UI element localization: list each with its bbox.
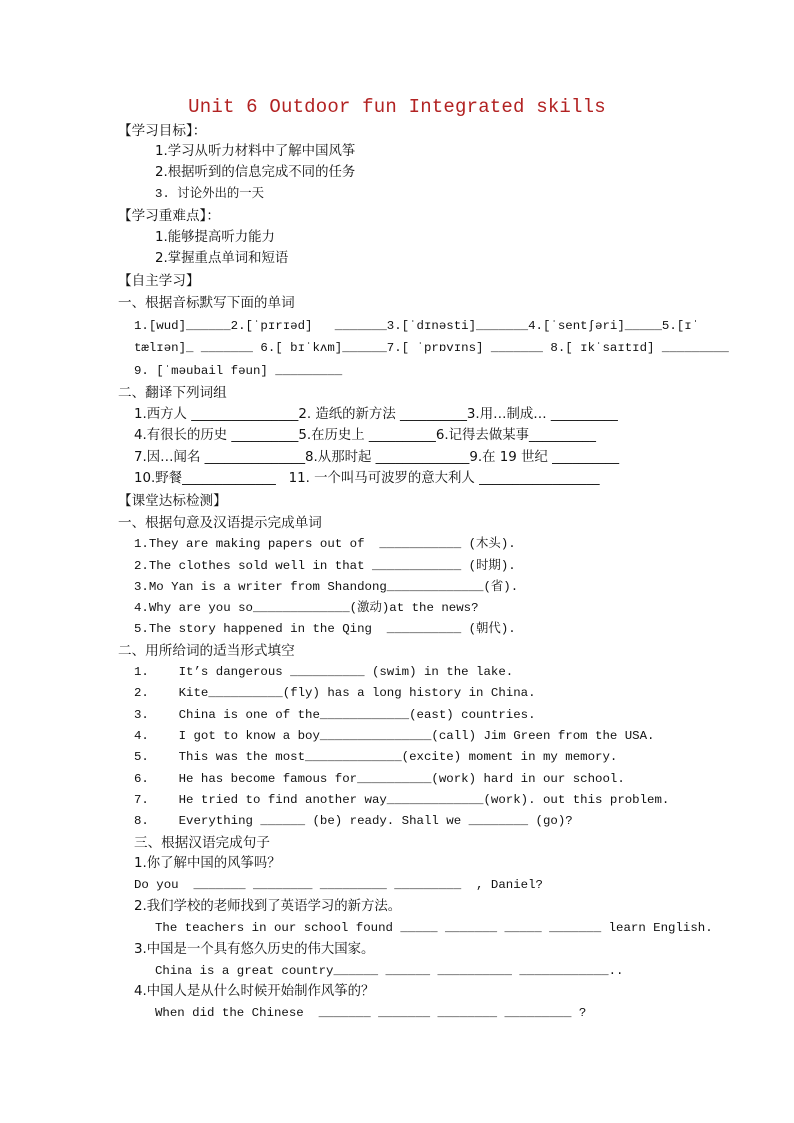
worksheet-line: 2.我们学校的老师找到了英语学习的新方法。 [134,899,402,914]
section-heading: 二、用所给词的适当形式填空 [118,643,295,659]
worksheet-line: When did the Chinese _______ _______ ________ _________ ? [155,1006,587,1020]
section-heading: 【自主学习】 [118,273,200,289]
worksheet-line: 5. This was the most_____________(excite) moment in my memory. [134,750,618,764]
section-heading: 【课堂达标检测】 [118,493,227,509]
worksheet-line: 9. [ˈməubail fəun] _________ [134,364,343,378]
worksheet-line: 3. 讨论外出的一天 [155,187,265,201]
worksheet-line: 4.Why are you so_____________(激动)at the news? [134,601,479,615]
worksheet-line: 7.因…闻名 _______________8.从那时起 ______________9.在 19 世纪 __________ [134,450,620,465]
page-title: Unit 6 Outdoor fun Integrated skills [188,96,606,118]
worksheet-line: 4.有很长的历史 __________5.在历史上 __________6.记得去做某事__________ [134,428,596,443]
worksheet-line: 3. China is one of the____________(east) countries. [134,708,536,722]
worksheet-line: 1.They are making papers out of ___________ (木头). [134,537,516,551]
section-heading: 【学习重难点】： [118,208,220,224]
worksheet-line: 4.中国人是从什么时候开始制作风筝的？ [134,984,375,999]
section-heading: 三、根据汉语完成句子 [134,835,270,851]
section-heading: 一、根据句意及汉语提示完成单词 [118,515,322,531]
section-heading: 一、根据音标默写下面的单词 [118,295,295,311]
worksheet-line: 1.你了解中国的风筝吗？ [134,856,281,871]
worksheet-line: 2. Kite__________(fly) has a long history in China. [134,686,536,700]
worksheet-line: 1.西方人 ________________2. 造纸的新方法 __________3.用…制成… __________ [134,407,618,422]
worksheet-line: 1.能够提高听力能力 [155,230,275,245]
worksheet-line: The teachers in our school found _____ _______ _____ _______ learn English. [155,921,713,935]
worksheet-line: 4. I got to know a boy_______________(call) Jim Green from the USA. [134,729,655,743]
worksheet-line: 1.[wud]______2.[ˈpɪrɪəd] _______3.[ˈdɪnəsti]_______4.[ˈsentʃəri]_____5.[ɪˈ [134,319,700,333]
worksheet-line: 3.中国是一个具有悠久历史的伟大国家。 [134,942,375,957]
worksheet-line: 8. Everything ______ (be) ready. Shall we ________ (go)? [134,814,573,828]
worksheet-line: 1. It’s dangerous __________ (swim) in the lake. [134,665,514,679]
worksheet-line: 3.Mo Yan is a writer from Shandong_____________(省). [134,580,519,594]
worksheet-line: 2.The clothes sold well in that ____________ (时期). [134,559,516,573]
worksheet-line: 1.学习从听力材料中了解中国风筝 [155,144,356,159]
worksheet-line: Do you _______ ________ _________ _________ , Daniel? [134,878,543,892]
section-heading: 【学习目标】： [118,123,207,139]
worksheet-line: 2.根据听到的信息完成不同的任务 [155,165,356,180]
worksheet-line: 10.野餐______________ 11. 一个叫马可波罗的意大利人 __________________ [134,471,600,486]
worksheet-line: 7. He tried to find another way_____________(work). out this problem. [134,793,670,807]
worksheet-line: China is a great country______ ______ __________ ____________.. [155,964,624,978]
worksheet-line: 2.掌握重点单词和短语 [155,251,289,266]
worksheet-line: 5.The story happened in the Qing __________ (朝代). [134,622,516,636]
worksheet-line: tælɪən]_ _______ 6.[ bɪˈkʌm]______7.[ ˈprɒvɪns] _______ 8.[ ɪkˈsaɪtɪd] _________ [134,341,729,355]
worksheet-line: 6. He has become famous for__________(work) hard in our school. [134,772,625,786]
section-heading: 二、翻译下列词组 [118,385,227,401]
